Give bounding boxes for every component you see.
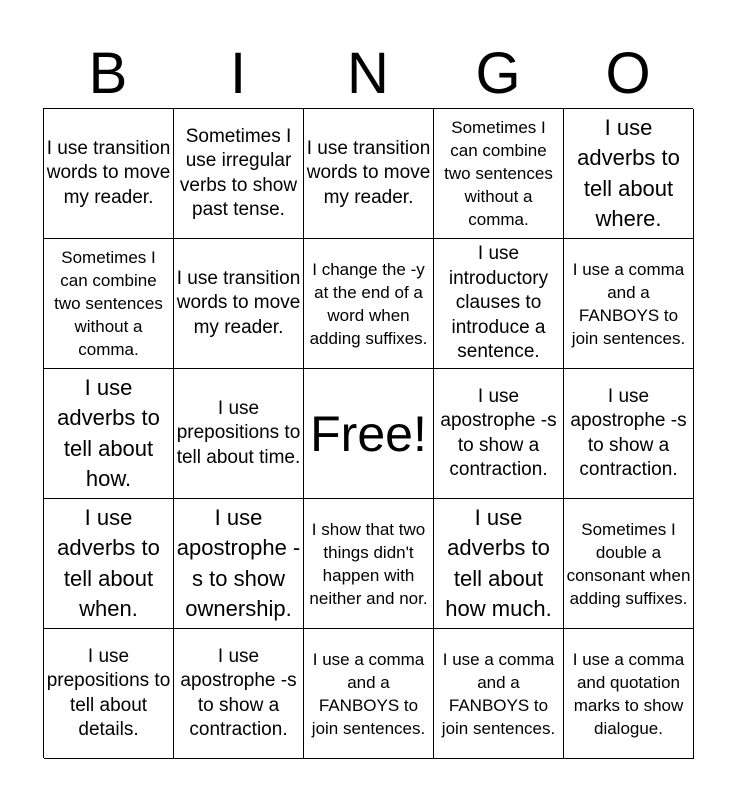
- bingo-cell[interactable]: [174, 239, 304, 369]
- bingo-cell-text: I use apostrophe -s to show a contraction.: [570, 385, 687, 480]
- bingo-cell-text: Sometimes I use irregular verbs to show past tense.: [179, 125, 298, 220]
- bingo-cell-text: I use transition words to move my reader.: [176, 267, 301, 338]
- bingo-cell-text: I use adverbs to tell about when.: [57, 504, 160, 621]
- bingo-cell[interactable]: [174, 369, 304, 499]
- bingo-cell-text: I use a comma and a FANBOYS to join sentences.: [311, 649, 426, 738]
- bingo-cell-text: I use adverbs to tell about how.: [57, 374, 160, 491]
- bingo-cell-text: I use apostrophe -s to show ownership.: [176, 504, 301, 621]
- bingo-cell-text: I use introductory clauses to introduce a sentence.: [448, 243, 549, 363]
- bingo-cell-text: I use a comma and quotation marks to show dialogue.: [572, 649, 685, 738]
- header-letter-g: G: [475, 41, 521, 106]
- header-letter-o: O: [605, 41, 651, 106]
- bingo-cell[interactable]: [564, 109, 694, 239]
- bingo-cell-text: I use a comma and a FANBOYS to join sentences.: [441, 649, 556, 738]
- bingo-cell[interactable]: [434, 109, 564, 239]
- bingo-cell[interactable]: [44, 499, 174, 629]
- bingo-cell[interactable]: [174, 629, 304, 759]
- bingo-cell[interactable]: [44, 629, 174, 759]
- bingo-cell[interactable]: [304, 629, 434, 759]
- bingo-cell[interactable]: [304, 239, 434, 369]
- bingo-cell[interactable]: [304, 109, 434, 239]
- header-letter-i: I: [229, 41, 247, 106]
- bingo-header: [43, 40, 693, 108]
- bingo-cell-text: I show that two things didn't happen with neither and nor.: [309, 519, 428, 608]
- bingo-cell-text: I change the -y at the end of a word when adding suffixes.: [309, 259, 428, 348]
- bingo-cell-text: I use apostrophe -s to show a contraction.: [440, 385, 557, 480]
- bingo-cell-text: I use transition words to move my reader.: [46, 137, 171, 208]
- header-letter-n: N: [347, 41, 389, 106]
- bingo-cell[interactable]: [564, 239, 694, 369]
- header-letter-b: B: [88, 41, 128, 106]
- bingo-cell[interactable]: [44, 109, 174, 239]
- bingo-cell[interactable]: [44, 369, 174, 499]
- bingo-card-grid: [43, 108, 693, 758]
- bingo-cell[interactable]: [304, 499, 434, 629]
- bingo-cell[interactable]: [174, 109, 304, 239]
- bingo-cell[interactable]: [434, 239, 564, 369]
- bingo-cell-text: I use adverbs to tell about how much.: [445, 504, 552, 621]
- bingo-cell-text: Sometimes I can combine two sentences without a comma.: [444, 118, 553, 229]
- bingo-cell-text: I use adverbs to tell about where.: [577, 114, 680, 231]
- bingo-cell[interactable]: [564, 369, 694, 499]
- bingo-cell-text: I use prepositions to tell about details.: [46, 645, 171, 740]
- bingo-cell[interactable]: [434, 629, 564, 759]
- free-space-cell[interactable]: [304, 369, 434, 499]
- bingo-cell-text: Free!: [310, 405, 427, 462]
- bingo-cell[interactable]: [44, 239, 174, 369]
- bingo-cell-text: I use transition words to move my reader.: [306, 137, 431, 208]
- bingo-cell-text: I use a comma and a FANBOYS to join sentences.: [571, 259, 686, 348]
- bingo-cell[interactable]: [434, 499, 564, 629]
- bingo-cell[interactable]: [434, 369, 564, 499]
- bingo-cell[interactable]: [174, 499, 304, 629]
- bingo-cell-text: Sometimes I double a consonant when adding suffixes.: [566, 519, 691, 608]
- bingo-cell[interactable]: [564, 499, 694, 629]
- bingo-cell-text: I use prepositions to tell about time.: [176, 397, 301, 468]
- bingo-cell-text: I use apostrophe -s to show a contraction.: [180, 645, 297, 740]
- bingo-cell[interactable]: [564, 629, 694, 759]
- bingo-cell-text: Sometimes I can combine two sentences without a comma.: [54, 248, 163, 359]
